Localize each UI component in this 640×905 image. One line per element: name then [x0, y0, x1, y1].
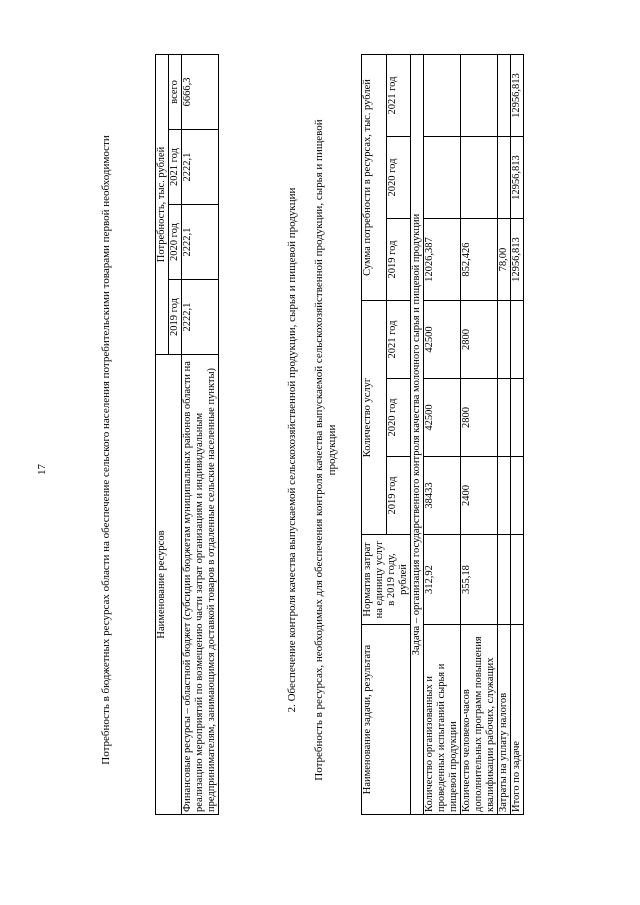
header-count-2020: 2020 год [386, 379, 411, 457]
row-sum-2021 [461, 55, 498, 137]
row-count-2019: 2400 [461, 457, 498, 535]
row-sum-2019: 12956,813 [511, 219, 524, 301]
value-2020: 2222,1 [182, 205, 219, 280]
header-sum: Сумма потребности в ресурсах, тыс. рублей [362, 55, 387, 301]
table-row [498, 55, 511, 815]
row-name: Количество организованных и проведенных испытаний сырья и пищевой продукции [424, 625, 461, 815]
table-row [511, 55, 524, 815]
row-sum-2020 [461, 137, 498, 219]
row-count-2019: 38433 [424, 457, 461, 535]
header-resource-name: Наименование ресурсов [156, 355, 182, 815]
table2-title: Потребность в ресурсах, необходимых для обеспечения контроля качества выпускаемой сельскохозяйственной продукции, сырья и пищевой продукции [313, 119, 338, 781]
header-sum-2019: 2019 год [386, 219, 411, 301]
resource-name-cell: Финансовые ресурсы – областной бюджет (субсидии бюджетам муниципальных районов области на реализацию мероприятий по возмещению части затрат организациям и индивидуальным предпринимателям, занимающимся доставкой товаров в отдаленные сельские населенные пункты) [182, 355, 219, 815]
header-task-name: Наименование задачи, результата [362, 625, 411, 815]
row-count-2021: 2800 [461, 301, 498, 379]
value-2019: 2222,1 [182, 280, 219, 355]
header-norm: Норматив затрат на единицу услуг в 2019 году, рублей [362, 535, 411, 625]
table1-title: Потребность в бюджетных ресурсах области на обеспечение сельского населения потребительскими товарами первой необходимости [100, 135, 112, 765]
header-count-2021: 2021 год [386, 301, 411, 379]
task-row: Задача – организация государственного контроля качества молочного сырья и пищевой продукции [411, 55, 424, 815]
table-row [424, 55, 461, 815]
row-name: Затраты на уплату налогов [498, 625, 511, 815]
row-name: Итого по задаче [511, 625, 524, 815]
row-norm: 312,92 [424, 535, 461, 625]
header-total: всего [169, 54, 182, 129]
row-count-2020: 42500 [424, 379, 461, 457]
page-number: 17 [36, 464, 48, 475]
resources-table [155, 54, 219, 815]
header-sum-2020: 2020 год [386, 137, 411, 219]
row-sum-2019: 12026,387 [424, 219, 461, 301]
header-2020: 2020 год [169, 205, 182, 280]
row-count-2020: 2800 [461, 379, 498, 457]
row-sum-2021 [424, 55, 461, 137]
row-sum-2021: 12956,813 [511, 55, 524, 137]
value-2021: 2222,1 [182, 130, 219, 205]
row-sum-2019: 852,426 [461, 219, 498, 301]
table-row [461, 55, 498, 815]
row-name: Количество человеко-часов дополнительных программ повышения квалификации рабочих, служащих [461, 625, 498, 815]
value-total: 6666,3 [182, 54, 219, 129]
row-sum-2020: 12956,813 [511, 137, 524, 219]
quality-control-table [361, 54, 524, 815]
header-2021: 2021 год [169, 130, 182, 205]
header-2019: 2019 год [169, 280, 182, 355]
row-count-2021: 42500 [424, 301, 461, 379]
header-need: Потребность, тыс. рублей [156, 54, 169, 354]
row-sum-2020 [424, 137, 461, 219]
header-service-count: Количество услуг [362, 301, 387, 535]
row-sum-2019: 78,00 [498, 219, 511, 301]
row-norm: 355,18 [461, 535, 498, 625]
header-sum-2021: 2021 год [386, 55, 411, 137]
section-heading: 2. Обеспечение контроля качества выпускаемой сельскохозяйственной продукции, сырья и пищевой продукции [286, 187, 298, 713]
header-count-2019: 2019 год [386, 457, 411, 535]
